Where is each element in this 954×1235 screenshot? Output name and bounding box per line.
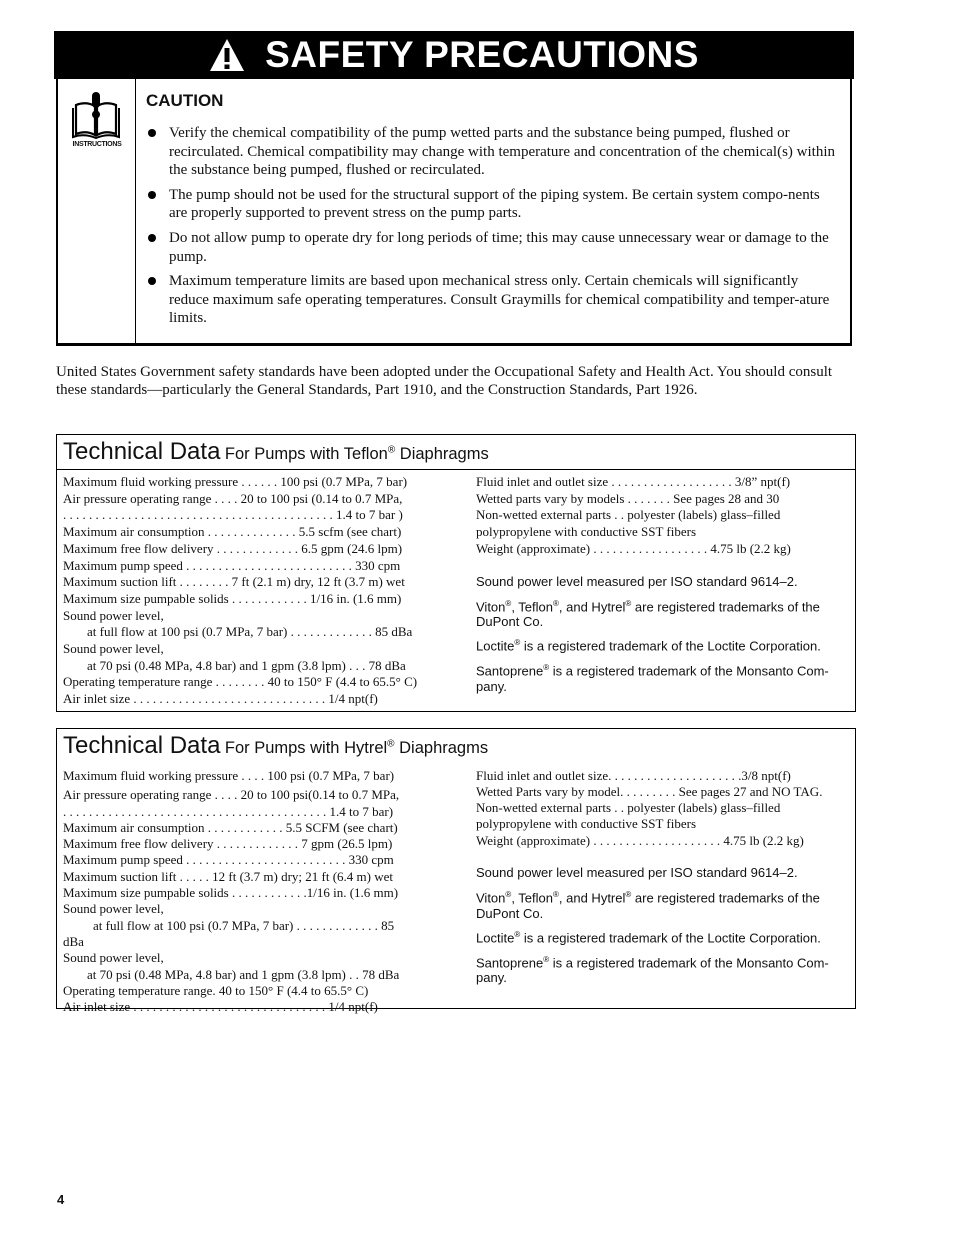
caution-heading: CAUTION bbox=[146, 91, 224, 110]
spec-row: Weight (approximate) . . . . . . . . . . . . . . . . . . 4.75 lb (2.2 kg) bbox=[476, 540, 791, 556]
bullet-icon bbox=[148, 234, 156, 242]
caution-list bbox=[146, 124, 840, 334]
title-divider bbox=[57, 469, 855, 470]
caution-item: The pump should not be used for the structural support of the piping system. Be certain system compo-nents are properly supported to prevent stress on the pump parts. bbox=[146, 186, 840, 223]
spec-row: Sound power level, bbox=[63, 641, 164, 657]
spec-row: Maximum air consumption . . . . . . . . . . . . 5.5 SCFM (see chart) bbox=[63, 819, 398, 835]
caution-item: Verify the chemical compatibility of the pump wetted parts and the substance being pumped, flushed or recirculated. Chemical compatibility may change with temperature and concentration of the chemical(s) within the substance being pumped, flushed or recirculated. bbox=[146, 124, 840, 180]
spec-row: Fluid inlet and outlet size. . . . . . . . . . . . . . . . . . . . .3/8 npt(f) bbox=[476, 768, 791, 783]
spec-row: Maximum free flow delivery . . . . . . . . . . . . . 6.5 gpm (24.6 lpm) bbox=[63, 540, 403, 556]
spec-column-left bbox=[63, 768, 445, 1015]
spec-row: Maximum suction lift . . . . . 12 ft (3.7 m) dry; 21 ft (6.4 m) wet bbox=[63, 868, 394, 884]
spec-row: Fluid inlet and outlet size . . . . . . . . . . . . . . . . . . . 3/8” npt(f) bbox=[476, 474, 791, 489]
spec-row: Wetted parts vary by models . . . . . . . See pages 28 and 30 bbox=[476, 490, 780, 506]
trademark-note-santoprene: Santoprene® is a registered trademark of the Monsanto Com-pany. bbox=[476, 955, 829, 986]
spec-row: Maximum free flow delivery . . . . . . . . . . . . . 7 gpm (26.5 lpm) bbox=[63, 836, 393, 852]
spec-row: at full flow at 100 psi (0.7 MPa, 7 bar) . . . . . . . . . . . . . 85 bbox=[93, 917, 395, 933]
spec-row: Sound power level, bbox=[63, 950, 164, 966]
sound-note: Sound power level measured per ISO standard 9614–2. bbox=[476, 865, 798, 881]
trademark-note-loctite: Loctite® is a registered trademark of the Loctite Corporation. bbox=[476, 637, 821, 654]
spec-row: at 70 psi (0.48 MPa, 4.8 bar) and 1 gpm (3.8 lpm) . . . 78 dBa bbox=[87, 657, 406, 673]
spec-column-right bbox=[476, 768, 852, 985]
spec-row: . . . . . . . . . . . . . . . . . . . . . . . . . . . . . . . . . . . . . . . . . 1.4 to 7 bar) bbox=[63, 803, 394, 819]
spec-row: Maximum size pumpable solids . . . . . . . . . . . .1/16 in. (1.6 mm) bbox=[63, 885, 399, 901]
section-title: Technical Data For Pumps with Hytrel® Diaphragms bbox=[63, 732, 489, 759]
bullet-icon bbox=[148, 191, 156, 199]
spec-row: Sound power level, bbox=[63, 607, 164, 623]
spec-row: polypropylene with conductive SST fibers bbox=[476, 816, 697, 832]
spec-row: Maximum suction lift . . . . . . . . 7 ft (2.1 m) dry, 12 ft (3.7 m) wet bbox=[63, 574, 405, 590]
spec-row: Sound power level, bbox=[63, 901, 164, 917]
spec-row: Air inlet size . . . . . . . . . . . . . . . . . . . . . . . . . . . . . . 1/4 npt(f) bbox=[63, 999, 378, 1015]
spec-row: Weight (approximate) . . . . . . . . . . . . . . . . . . . . 4.75 lb (2.2 kg) bbox=[476, 833, 804, 849]
trademark-note-santoprene: Santoprene® is a registered trademark of the Monsanto Com-pany. bbox=[476, 663, 829, 694]
instructions-label: INSTRUCTIONS bbox=[72, 141, 122, 148]
section-title: Technical Data For Pumps with Teflon® Diaphragms bbox=[63, 438, 489, 465]
spec-column-left bbox=[63, 474, 445, 708]
page-number: 4 bbox=[57, 1192, 65, 1207]
instructions-book-icon bbox=[72, 91, 120, 139]
spec-row: Non-wetted external parts . . polyester (labels) glass–filled bbox=[476, 507, 781, 523]
spec-row: Operating temperature range. 40 to 150° F (4.4 to 65.5° C) bbox=[63, 982, 369, 998]
spec-row: Maximum pump speed . . . . . . . . . . . . . . . . . . . . . . . . . . 330 cpm bbox=[63, 557, 401, 573]
spec-row: Maximum fluid working pressure . . . . 100 psi (0.7 MPa, 7 bar) bbox=[63, 768, 395, 783]
government-standards-text: United States Government safety standards have been adopted under the Occupational Safety and Health Act. You should consult these standards—particularly the General Standards, Part 1910, and the Construction Standards, Part 1926. bbox=[56, 364, 833, 398]
spec-row: Non-wetted external parts . . polyester (labels) glass–filled bbox=[476, 799, 781, 815]
safety-banner bbox=[54, 31, 854, 79]
warning-triangle-icon bbox=[209, 38, 245, 72]
spec-row: Maximum fluid working pressure . . . . . . 100 psi (0.7 MPa, 7 bar) bbox=[63, 474, 408, 489]
spec-row: at full flow at 100 psi (0.7 MPa, 7 bar) . . . . . . . . . . . . . 85 dBa bbox=[87, 624, 413, 640]
spec-row: Maximum air consumption . . . . . . . . . . . . . . 5.5 scfm (see chart) bbox=[63, 524, 402, 540]
trademark-note-loctite: Loctite® is a registered trademark of the Loctite Corporation. bbox=[476, 929, 821, 946]
caution-item: Maximum temperature limits are based upon mechanical stress only. Certain chemicals will significantly reduce maximum safe operating temperatures. Consult Graymills for chemical compatibility and temper-ature limits. bbox=[146, 272, 840, 328]
spec-row: Air pressure operating range . . . . 20 to 100 psi (0.14 to 0.7 MPa, bbox=[63, 490, 403, 506]
banner-title: SAFETY PRECAUTIONS bbox=[265, 34, 699, 75]
spec-row: . . . . . . . . . . . . . . . . . . . . . . . . . . . . . . . . . . . . . . . . . . 1.4 to 7 bar ) bbox=[63, 507, 403, 523]
spec-row: Maximum size pumpable solids . . . . . . . . . . . . 1/16 in. (1.6 mm) bbox=[63, 590, 402, 606]
trademark-note-dupont: Viton®, Teflon®, and Hytrel® are registered trademarks of the DuPont Co. bbox=[476, 598, 820, 629]
caution-icon-column bbox=[58, 79, 136, 343]
spec-row: Wetted Parts vary by model. . . . . . . . . See pages 27 and NO TAG. bbox=[476, 783, 823, 799]
spec-row: Air inlet size . . . . . . . . . . . . . . . . . . . . . . . . . . . . . . 1/4 npt(f) bbox=[63, 691, 378, 707]
spec-column-right bbox=[476, 474, 852, 694]
trademark-note-dupont: Viton®, Teflon®, and Hytrel® are registered trademarks of the DuPont Co. bbox=[476, 890, 820, 921]
sound-note: Sound power level measured per ISO standard 9614–2. bbox=[476, 573, 798, 589]
bullet-icon bbox=[148, 129, 156, 137]
hytrel-technical-data bbox=[56, 728, 856, 1015]
spec-row: at 70 psi (0.48 MPa, 4.8 bar) and 1 gpm (3.8 lpm) . . 78 dBa bbox=[87, 966, 400, 982]
spec-row: dBa bbox=[63, 933, 84, 949]
bullet-icon bbox=[148, 277, 156, 285]
caution-box bbox=[56, 79, 852, 346]
caution-item: Do not allow pump to operate dry for long periods of time; this may cause unnecessary wear or damage to the pump. bbox=[146, 229, 840, 266]
spec-row: Air pressure operating range . . . . 20 to 100 psi(0.14 to 0.7 MPa, bbox=[63, 787, 400, 803]
spec-row: Maximum pump speed . . . . . . . . . . . . . . . . . . . . . . . . . 330 cpm bbox=[63, 852, 394, 868]
spec-row: Operating temperature range . . . . . . . . 40 to 150° F (4.4 to 65.5° C) bbox=[63, 674, 418, 690]
teflon-technical-data bbox=[56, 434, 856, 712]
spec-row: polypropylene with conductive SST fibers bbox=[476, 524, 697, 540]
